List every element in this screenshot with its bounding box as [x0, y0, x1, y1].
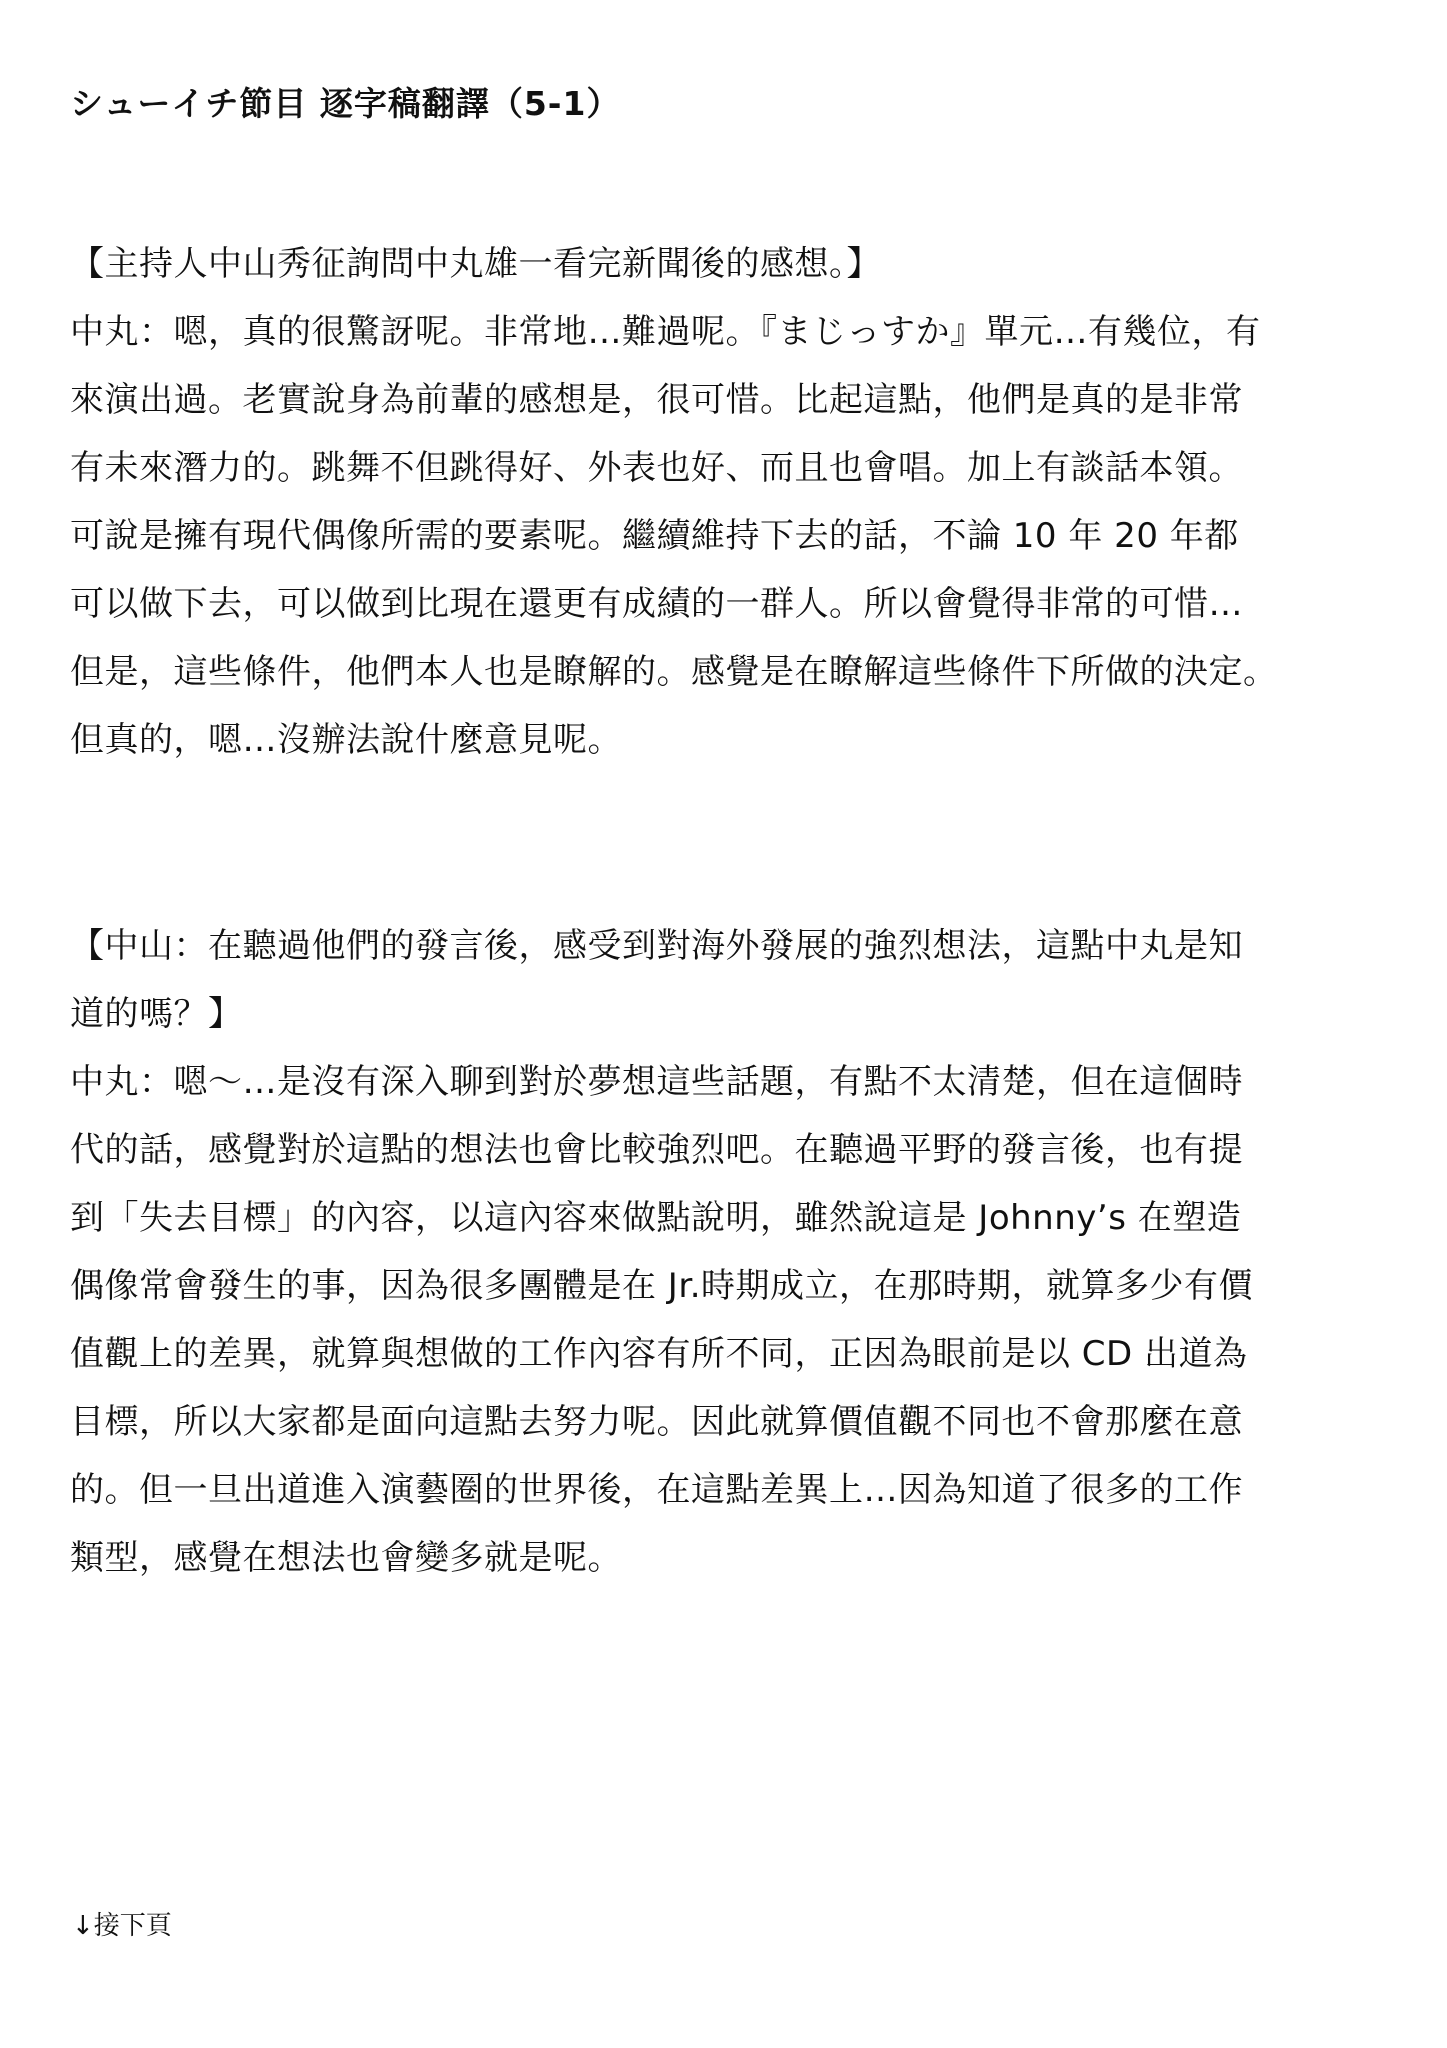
- transcript-line: 中丸：嗯，真的很驚訝呢。非常地…難過呢。『まじっすか』單元…有幾位，有: [70, 312, 1261, 352]
- transcript-line: 值觀上的差異，就算與想做的工作內容有所不同，正因為眼前是以 CD 出道為: [70, 1334, 1248, 1374]
- transcript-line: 的。但一旦出道進入演藝圈的世界後，在這點差異上…因為知道了很多的工作: [70, 1470, 1243, 1510]
- transcript-line: 但是，這些條件，他們本人也是瞭解的。感覺是在瞭解這些條件下所做的決定。: [70, 652, 1278, 692]
- transcript-line: 偶像常會發生的事，因為很多團體是在 Jr.時期成立，在那時期，就算多少有價: [70, 1266, 1253, 1306]
- transcript-line: 有未來潛力的。跳舞不但跳得好、外表也好、而且也會唱。加上有談話本領。: [70, 448, 1243, 488]
- transcript-line: 代的話，感覺對於這點的想法也會比較強烈吧。在聽過平野的發言後，也有提: [70, 1130, 1243, 1170]
- transcript-line: 類型，感覺在想法也會變多就是呢。: [70, 1538, 622, 1578]
- transcript-line: 到「失去目標」的內容，以這內容來做點說明，雖然說這是 Johnny’s 在塑造: [70, 1198, 1242, 1238]
- transcript-line: 目標，所以大家都是面向這點去努力呢。因此就算價值觀不同也不會那麼在意: [70, 1402, 1243, 1442]
- host-question-line: 【中山：在聽過他們的發言後，感受到對海外發展的強烈想法，這點中丸是知: [70, 926, 1243, 966]
- host-question-line: 道的嗎？】: [70, 994, 243, 1034]
- transcript-line: 可以做下去，可以做到比現在還更有成績的一群人。所以會覺得非常的可惜…: [70, 584, 1243, 624]
- transcript-section-2: [70, 912, 1390, 1592]
- host-question-line: 【主持人中山秀征詢問中丸雄一看完新聞後的感想。】: [70, 244, 881, 284]
- continued-next-page-note: ↓接下頁: [72, 1911, 172, 1941]
- transcript-section-1: [70, 230, 1390, 774]
- transcript-line: 但真的，嗯…沒辦法說什麼意見呢。: [70, 720, 622, 760]
- transcript-line: 來演出過。老實說身為前輩的感想是，很可惜。比起這點，他們是真的是非常: [70, 380, 1243, 420]
- transcript-line: 中丸：嗯～…是沒有深入聊到對於夢想這些話題，有點不太清楚，但在這個時: [70, 1062, 1243, 1102]
- transcript-line: 可說是擁有現代偶像所需的要素呢。繼續維持下去的話，不論 10 年 20 年都: [70, 516, 1239, 556]
- document-title: シューイチ節目 逐字稿翻譯（5-1）: [70, 84, 621, 123]
